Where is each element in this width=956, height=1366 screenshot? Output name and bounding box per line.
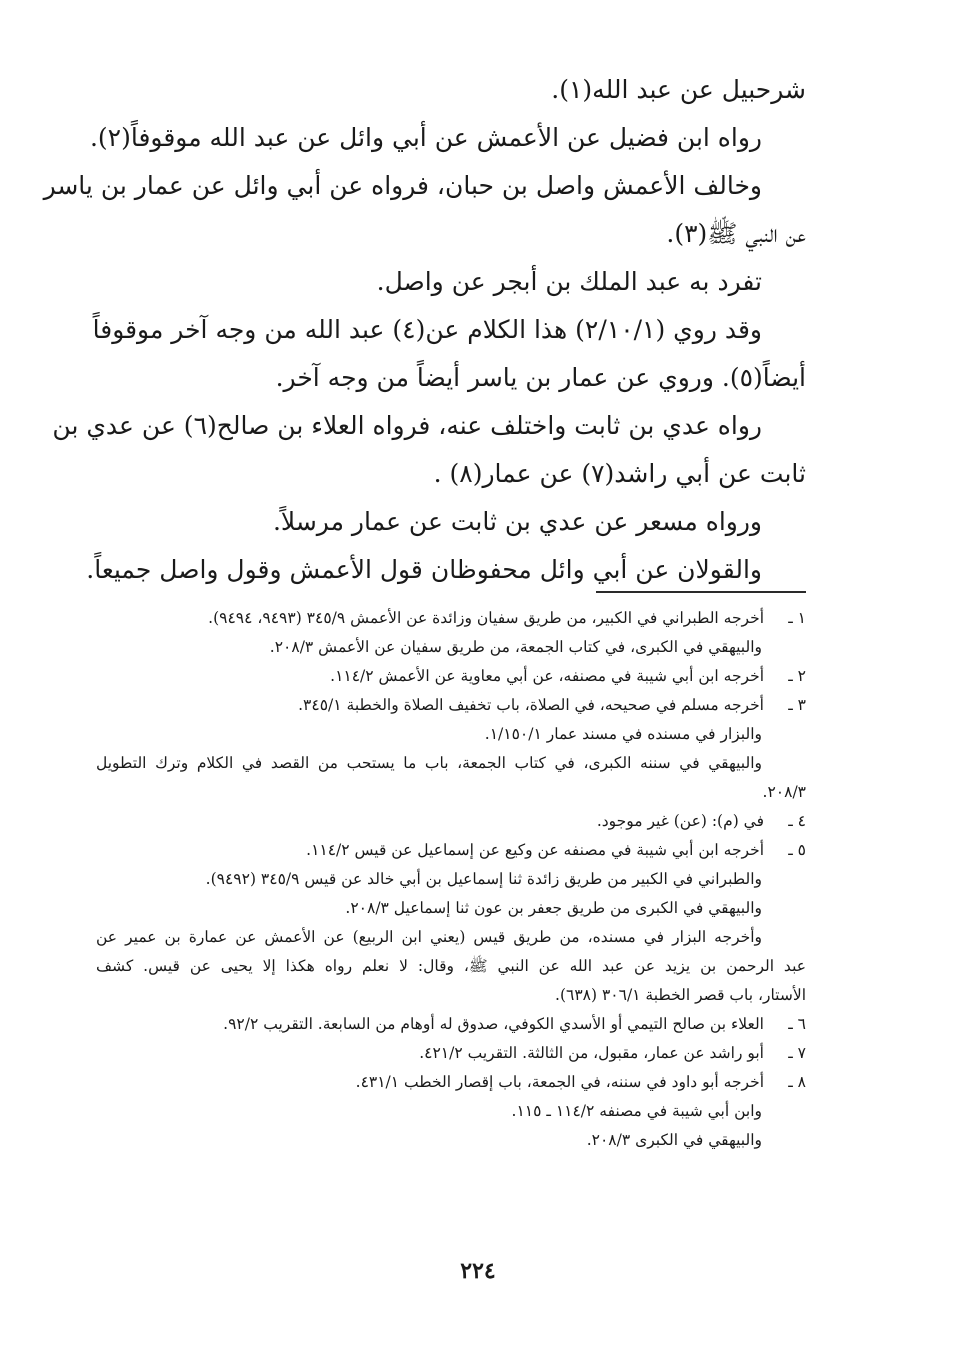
footnote-number: ٥ ـ: [788, 841, 806, 859]
footnote-text: في (م): (عن) غير موجود.: [596, 812, 764, 830]
footnote-number: ٦ ـ: [788, 1015, 806, 1033]
footnote-text: عبد الرحمن بن يزيد عن عبد الله عن النبي ﷺ، وقال: لا نعلم رواه هكذا إلا يحيى عن قيس. كشف: [96, 957, 806, 975]
footnote-line: [96, 749, 806, 778]
footnote-line: [96, 691, 806, 720]
body-line: أيضاً(٥). وروي عن عمار بن ياسر أيضاً من وجه آخر.: [275, 363, 806, 392]
footnote-line: [96, 1097, 806, 1126]
footnote-line: [96, 923, 806, 952]
footnote-text: أخرجه مسلم في صحيحه، في الصلاة، باب تخفيف الصلاة والخطبة ٣٤٥/١.: [298, 696, 764, 714]
footnote-line: [96, 1126, 806, 1155]
body-line: وخالف الأعمش واصل بن حبان، فرواه عن أبي وائل عن عمار بن ياسر: [43, 171, 762, 200]
footnote-number: ٢ ـ: [788, 667, 806, 685]
body-line: عن النبي ﷺ(٣).: [666, 219, 806, 248]
footnote-text: والبيهقي في الكبرى ٢٠٨/٣.: [586, 1131, 762, 1149]
footnote-line: [96, 604, 806, 633]
footnote-text: والبيهقي في الكبرى من طريق جعفر بن عون ثنا إسماعيل ٢٠٨/٣.: [345, 899, 762, 917]
body-line: وقد روي (٢/١٠/١) هذا الكلام عن(٤) عبد الله من وجه آخر موقوفاً: [92, 315, 762, 344]
footnote-line: [96, 1068, 806, 1097]
footnote-number: ٤ ـ: [788, 812, 806, 830]
footnote-line: [96, 1010, 806, 1039]
footnotes: [96, 604, 806, 1155]
footnote-text: أخرجه أبو داود في سننه، في الجمعة، باب إقصار الخطب ٤٣١/١.: [355, 1073, 764, 1091]
footnote-number: ٣ ـ: [788, 696, 806, 714]
footnote-text: والبيهقي في الكبرى، في كتاب الجمعة، من طريق سفيان عن الأعمش ٢٠٨/٣.: [269, 638, 762, 656]
footnote-text: الأستار، باب قصر الخطبة ٣٠٦/١ (٦٣٨).: [555, 986, 806, 1004]
footnote-text: أخرجه ابن أبي شيبة في مصنفه، عن أبي معاوية عن الأعمش ١١٤/٢.: [330, 667, 764, 685]
body-line: ثابت عن أبي راشد(٧) عن عمار(٨) .: [433, 459, 806, 488]
footnote-text: ٢٠٨/٣.: [762, 783, 806, 801]
footnote-line: [96, 662, 806, 691]
footnote-text: العلاء بن صالح التيمي أو الأسدي الكوفي، صدوق له أوهام من السابعة. التقريب ٩٢/٢.: [223, 1015, 764, 1033]
footnote-divider: [596, 591, 806, 593]
body-line: تفرد به عبد الملك بن أبجر عن واصل.: [376, 267, 762, 296]
footnote-text: وابن أبي شيبة في مصنفه ١١٤/٢ ـ ١١٥.: [511, 1102, 762, 1120]
footnote-line: [96, 720, 806, 749]
footnote-text: وأخرجه البزار في مسنده، من طريق قيس (يعني ابن الربيع) عن الأعمش عن عمارة بن عمير عن: [96, 928, 762, 946]
body-line: رواه عدي بن ثابت واختلف عنه، فرواه العلاء بن صالح(٦) عن عدي بن: [52, 411, 762, 440]
body-line: ورواه مسعر عن عدي بن ثابت عن عمار مرسلاً.: [272, 507, 762, 536]
footnote-text: والبزار في مسنده في مسند عمار ١/١٥٠/١.: [484, 725, 762, 743]
footnote-text: والبيهقي في سننه الكبرى، في كتاب الجمعة، باب ما يستحب من القصد في الكلام وترك التطويل: [96, 754, 762, 772]
footnote-text: أخرجه ابن أبي شيبة في مصنفه عن وكيع عن إسماعيل عن قيس ١١٤/٢.: [306, 841, 764, 859]
footnote-line: [96, 633, 806, 662]
footnote-line: [96, 952, 806, 981]
body-line: رواه ابن فضيل عن الأعمش عن أبي وائل عن عبد الله موقوفاً(٢).: [89, 123, 762, 152]
footnote-line: [96, 1039, 806, 1068]
page-number: ٢٢٤: [460, 1258, 496, 1284]
footnote-line: [96, 865, 806, 894]
body-line: والقولان عن أبي وائل محفوظان قول الأعمش وقول واصل جميعاً.: [86, 555, 762, 584]
footnote-line: [96, 981, 806, 1010]
main-text: [43, 66, 806, 594]
footnote-line: [96, 894, 806, 923]
footnote-text: والطبراني في الكبير من طريق زائدة ثنا إسماعيل بن أبي خالد عن قيس ٣٤٥/٩ (٩٤٩٢).: [205, 870, 762, 888]
footnote-number: ٧ ـ: [788, 1044, 806, 1062]
footnote-line: [96, 778, 806, 807]
footnote-line: [96, 807, 806, 836]
footnote-number: ٨ ـ: [788, 1073, 806, 1091]
body-line: شرحبيل عن عبد الله(١).: [551, 75, 806, 104]
footnote-line: [96, 836, 806, 865]
footnote-number: ١ ـ: [788, 609, 806, 627]
footnote-text: أبو راشد عن عمار، مقبول، من الثالثة. التقريب ٤٢١/٢.: [419, 1044, 764, 1062]
footnote-text: أخرجه الطبراني في الكبير، من طريق سفيان وزائدة عن الأعمش ٣٤٥/٩ (٩٤٩٣، ٩٤٩٤).: [208, 609, 764, 627]
